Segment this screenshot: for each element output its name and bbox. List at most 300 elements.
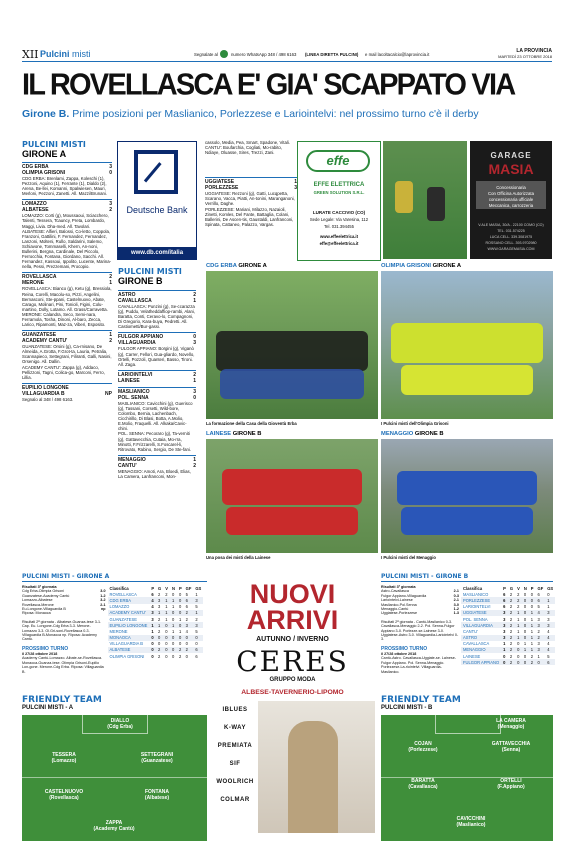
table-row	[108, 653, 204, 659]
stat-cell: 1	[529, 610, 536, 616]
player-team: (Guanzatese)	[141, 757, 173, 764]
photo-team: LAINESE	[206, 431, 232, 437]
results-prev: Risultati 2ª giornata - Albatese-Guanza-tese 3-1. Cap. Eu. Longone-Cdg Erba 3-3. Merone-Lomazzo 3-3. Ol.Gri-soni-Rovellasca 0-3. Villaguardia B-Monaoca np. Riposa: Academy Cantù.	[22, 619, 102, 642]
team-cell: EUPILIO LONGONE	[109, 622, 148, 628]
stat-cell: 2	[184, 647, 194, 653]
stat-cell: 1	[163, 610, 170, 616]
stat-cell: 6	[545, 659, 555, 665]
stat-cell: 6	[185, 604, 188, 610]
team-photo	[206, 271, 378, 419]
stat-cell: 6	[537, 591, 540, 597]
stat-cell: 0	[171, 616, 175, 622]
brand-logo: COLMAR	[220, 797, 250, 803]
ad-logos	[214, 707, 256, 815]
team-cell: CAVALLASCA	[463, 641, 490, 647]
standings-title: PULCINI MISTI - GIRONE A	[22, 573, 207, 582]
stat-cell: 0	[149, 647, 156, 653]
garage-address: V.ALE MASIA, 30/A - 22100 COMO (CO)	[478, 223, 544, 227]
team-cell: LOMAZZO	[109, 604, 130, 610]
lineup-text: LOMAZZO: Corti (g), Moussaoui, Sciacchero, Talenti, Tessera, Tcauncy, Preta, Lombardo, Maggi, Livia. Dha-med. All. Tavolari.	[22, 213, 109, 229]
table-header: P	[530, 585, 534, 591]
table-header: Classifica	[461, 585, 501, 591]
stat-cell: 5	[185, 591, 188, 597]
player-team: (Porlezzese)	[408, 746, 438, 753]
result-score: 0-3	[453, 593, 459, 598]
table-header: GS	[195, 585, 202, 591]
player-card	[383, 779, 463, 790]
lineup-text: ALBATESE: Alfieri, Balossi, Co-letto, Coppola, Franzoni, Gattilini, F. Fernandez, Fernandez, Lanzoni, Molteni, Rullo, Saldarini, Salemo, Schiavone, Tommaselli, Khern, An-noni, Bullerini, Bergna, Cardinale, Del Piccolo, Ferrocchia, Fontana, Giordano, Sacchi. All. Fernandez, Kassoui, Ippolito, Lucente, Marina-nella, Pessi, Prezzemani, Procopio.	[22, 228, 112, 270]
contact-number: numero WhatsApp 348 / 498 6163	[231, 52, 297, 57]
result-match: Fulgor Appiano-Villaguardia	[381, 593, 427, 598]
player-team: (Lomazzo)	[51, 757, 77, 764]
player-name: TESSERA	[52, 752, 76, 758]
home-score: 2	[109, 274, 112, 281]
subhead	[22, 108, 562, 120]
stat-cell: 2	[158, 653, 161, 659]
away-team: ACADEMY CANTU'	[22, 338, 68, 345]
stat-cell: 0	[523, 616, 527, 622]
lineup-text: cassolo, Media, Pea, Smart, Spadone, Vitali.	[205, 140, 290, 145]
result-match: Lariointelvi-Lainese	[381, 598, 413, 603]
home-team: MASLIANICO	[118, 388, 150, 395]
effe-web: www.effeelettrica.it	[319, 234, 358, 239]
stat-cell: 3	[545, 622, 555, 628]
stat-cell: 3	[536, 622, 546, 628]
ad-brand-2: GRUPPO MODA	[269, 677, 316, 683]
stat-cell: 4	[545, 647, 555, 653]
away-score: 3	[193, 340, 196, 347]
table-header: P	[503, 585, 506, 591]
brand-logo: SIF	[229, 761, 241, 767]
ad-line-2: ARRIVI	[246, 605, 339, 635]
away-team: ALBATESE	[22, 207, 49, 214]
away-team: VILLAGUARDIA	[118, 340, 156, 347]
home-score: 3	[193, 388, 196, 395]
stat-cell: 1	[156, 610, 163, 616]
table-header: N	[171, 585, 175, 591]
stat-cell: 1	[547, 604, 550, 610]
stat-cell: 6	[503, 604, 506, 610]
stat-cell: 3	[184, 622, 194, 628]
table-header: G	[509, 585, 514, 591]
next-date: il 27/28 ottobre 2018	[381, 651, 417, 656]
home-score: 0	[193, 334, 196, 341]
away-team: OLIMPIA GRISONI	[22, 170, 66, 176]
stat-cell: 2	[509, 604, 513, 610]
stat-cell: 0	[530, 591, 534, 597]
away-score: 3	[294, 185, 297, 192]
photo-caption: I Pulcini misti del Menaggio	[381, 555, 436, 560]
stat-cell: 0	[523, 591, 527, 597]
away-score: NP	[105, 390, 112, 397]
team-cell: CDG ERBA	[108, 597, 150, 603]
player-name: COJAN	[414, 741, 432, 747]
bank-logo-icon	[134, 150, 178, 194]
stat-cell: 0	[515, 659, 522, 665]
stat-cell: 0	[185, 641, 188, 647]
stat-cell: 2	[517, 591, 520, 597]
result-row	[381, 611, 459, 615]
away-team: CAVALLASCA	[118, 298, 152, 304]
results-header: Risultati 3ª giornata	[22, 585, 57, 589]
table-header: N	[523, 585, 527, 591]
home-team: CDG ERBA	[22, 164, 49, 170]
stat-cell: 2	[509, 641, 513, 647]
brand-logo: PREMIATA	[217, 743, 253, 749]
player-card	[471, 719, 551, 730]
lineup-text: MENAGGIO: Amoti, Ara, Bloedi, Elias, La Camera, Lanfranconi, Mon-	[118, 468, 191, 479]
home-team: LARIOINTELVI	[118, 371, 153, 378]
table-header: V	[517, 585, 520, 591]
player-name: BARATTA	[411, 778, 435, 784]
stat-cell: 6	[184, 597, 194, 603]
table-header: Classifica	[108, 585, 150, 591]
results-prev: Risultati 2ª giornata - Cantù-Maslianico 0-3. Cavallasca-Menaggio 2-2. Pol. Senna-Fulgor Appiano 3-0. Porlezze-se-Lainese 3-0. Uggiatese-Astro 3-0. Villaguardia-Lariointelvi 0-3.	[381, 619, 459, 642]
home-team: ROVELLASCA	[22, 274, 57, 281]
stat-cell: 0	[165, 628, 168, 634]
home-score: 2	[193, 292, 196, 298]
stat-cell: 1	[193, 610, 203, 616]
player-team: (Senna)	[501, 746, 521, 753]
stat-cell: 0	[503, 653, 506, 659]
stat-cell: 0	[170, 635, 177, 641]
team-cell: MASLIANICO	[463, 591, 489, 597]
stat-cell: 4	[547, 641, 550, 647]
stat-cell: 1	[529, 635, 536, 641]
player-name: FONTANA	[144, 789, 170, 795]
photo-girone: GIRONE A	[238, 263, 267, 269]
stat-cell: 0	[165, 641, 168, 647]
stat-cell: 0	[522, 622, 529, 628]
result-match: Maslianico-Pol.Senna	[381, 602, 417, 607]
standings-table	[108, 585, 204, 659]
stat-cell: 5	[195, 628, 198, 634]
section-label: Pulcini	[40, 49, 70, 59]
result-score: 1-3	[453, 611, 459, 616]
stat-cell: 0	[170, 647, 177, 653]
bank-name: Deutsche Bank	[126, 205, 188, 215]
stat-cell: 2	[508, 635, 515, 641]
stat-cell: 0	[151, 653, 154, 659]
away-score: 2	[109, 207, 112, 214]
stat-cell: 0	[171, 653, 175, 659]
garage-ad	[470, 141, 552, 259]
stat-cell: 0	[178, 591, 182, 597]
stat-cell: 3	[545, 610, 555, 616]
stat-cell: 1	[171, 604, 175, 610]
col1	[22, 140, 112, 402]
bank-url: www.db.com/italia	[118, 247, 196, 259]
stat-cell: 0	[523, 604, 527, 610]
stat-cell: 6	[193, 647, 203, 653]
team-cell: POL. SENNA	[463, 616, 488, 622]
stat-cell: 5	[195, 604, 198, 610]
player-card	[471, 742, 551, 753]
result-match: Eu.Longone-Villaguardia B	[22, 607, 66, 612]
result-match: Rovellasca-Merone	[22, 602, 54, 607]
stat-cell: 1	[515, 635, 522, 641]
result-score: np	[101, 607, 106, 612]
stat-cell: 2	[517, 604, 520, 610]
result-match: Guanzatese-Academy Cantù	[22, 593, 70, 598]
home-team: UGGIATESE	[205, 179, 235, 186]
stat-cell: 0	[195, 641, 198, 647]
stat-cell: 3	[537, 641, 540, 647]
contact-line: (LINEA DIRETTA PULCINI)	[305, 52, 359, 57]
team-cell: LAINESE	[463, 653, 481, 659]
effe-ad	[297, 141, 381, 261]
stat-cell: 4	[151, 604, 154, 610]
ad-model-photo	[258, 701, 375, 833]
match-row	[118, 378, 196, 384]
home-score: 1	[294, 179, 297, 186]
player-card	[471, 779, 551, 790]
stat-cell: 4	[547, 628, 550, 634]
away-score: 2	[109, 338, 112, 345]
result-match: Cdg Erba-Olimpia Grisoni	[22, 589, 65, 594]
team-cell: ROVELLASCA	[109, 591, 137, 597]
lineup-text: Segnalo al 348 / 498 6163.	[22, 396, 74, 402]
stat-cell: 2	[178, 653, 182, 659]
section-label-2: misti	[72, 49, 91, 59]
player-team: (Albatese)	[144, 794, 170, 801]
stat-cell: 1	[165, 616, 168, 622]
garage-line: Concessionaria	[496, 185, 526, 190]
stat-cell: 0	[165, 653, 168, 659]
photo-block-1	[206, 263, 378, 429]
stat-cell: 6	[195, 653, 198, 659]
stat-cell: 3	[537, 616, 540, 622]
stat-cell: 1	[537, 653, 540, 659]
home-team: ASTRO	[118, 292, 136, 298]
bank-ad	[117, 141, 197, 260]
stat-cell: 0	[529, 597, 536, 603]
stat-cell: 1	[178, 616, 182, 622]
stat-cell: 2	[509, 628, 513, 634]
photo-girone: GIRONE A	[432, 263, 462, 269]
photo-block-3	[206, 431, 378, 571]
player-name: CASTELNUOVO	[44, 789, 84, 795]
team-photo	[206, 439, 378, 553]
player-card	[117, 753, 197, 764]
table-header: GF	[185, 585, 192, 591]
home-team: FULGOR APPIANO	[118, 334, 164, 341]
garage-title: GARAGE	[490, 151, 532, 160]
stat-cell: 1	[517, 616, 520, 622]
contact-mail: e mail lacoltacalcio@laprovincia.it	[365, 52, 430, 57]
stat-cell: 2	[536, 635, 546, 641]
home-team: MENAGGIO	[118, 456, 146, 463]
team-cell: MERONE	[109, 628, 128, 634]
result-match: Menaggio-Cantù	[381, 607, 409, 612]
table-row	[461, 659, 555, 665]
whatsapp-icon	[220, 50, 228, 58]
result-row	[22, 611, 106, 615]
garage-cell: LUCA CELL. 339.3081975	[489, 235, 533, 239]
stat-cell: 3	[501, 635, 508, 641]
stat-cell: 0	[158, 641, 161, 647]
stat-cell: 2	[537, 628, 540, 634]
stat-cell: 2	[185, 616, 188, 622]
standings-table	[461, 585, 555, 665]
player-team: (Academy Cantù)	[93, 825, 135, 832]
stat-cell: 0	[523, 628, 527, 634]
table-header: G	[158, 585, 162, 591]
ceres-ad	[210, 573, 375, 833]
player-card	[24, 753, 104, 764]
stat-cell: 5	[547, 653, 550, 659]
team-cell: VILLAGUARDIA B	[109, 641, 143, 647]
team-photo	[381, 439, 553, 553]
garage-cell-2: ROSSANO CELL. 393.9702980	[485, 241, 537, 245]
team-cell: UGGIATESE	[461, 610, 501, 616]
lineup-text: CDG ERBA: Brenlami, Zappa, Koleschi (1), Pezzoni, Aquino (1), Ferrante (1), Dialdo (2), Arena, Be-llei, Komanni, Spalwiesen, Mauri, Merloni, Pezzoni, Zanetti. All. Mazzi/Brunani.	[22, 176, 108, 197]
stat-cell: 1	[530, 641, 534, 647]
stat-cell: 1	[156, 622, 163, 628]
effe-mail: effe@effeelettrica.it	[319, 241, 359, 246]
next-header: PROSSIMO TURNO	[381, 645, 428, 652]
team-photo	[381, 271, 553, 419]
stat-cell: 2	[509, 653, 513, 659]
result-score: 3-2	[100, 598, 106, 603]
player-team: (F.Appiano)	[497, 783, 525, 790]
stat-cell: 0	[163, 635, 170, 641]
team-cell: PORLEZZESE	[461, 597, 501, 603]
effe-address-2: Sede Legale: Via Varesina, 112	[309, 217, 369, 222]
stat-cell: 1	[171, 628, 175, 634]
col1-title: PULCINI MISTI	[22, 140, 86, 149]
stat-cell: 5	[537, 604, 540, 610]
stat-cell: 0	[522, 635, 529, 641]
home-score: 2	[193, 371, 196, 378]
photo-caption: Una posa dei misti della Lainese	[206, 555, 271, 560]
brand-logo: IBLUES	[222, 707, 248, 713]
away-score: 1	[109, 280, 112, 287]
stat-cell: 1	[178, 628, 182, 634]
stat-cell: 0	[193, 635, 203, 641]
ad-line-1: NUOVI	[249, 579, 336, 609]
stat-cell: 1	[503, 641, 506, 647]
stat-cell: 3	[158, 604, 161, 610]
stat-cell: 1	[515, 610, 522, 616]
effe-logo-icon: effe	[306, 150, 370, 172]
away-score: 0	[193, 394, 196, 401]
stat-cell: 2	[529, 659, 536, 665]
stat-cell: 0	[185, 653, 188, 659]
stat-cell: 0	[177, 610, 184, 616]
stat-cell: 3	[156, 597, 163, 603]
stat-cell: 6	[503, 591, 506, 597]
player-card	[431, 817, 511, 828]
ad-city: ALBESE-TAVERNERIO-LIPOMO	[241, 689, 344, 696]
friendly-sub: PULCINI MISTI - A	[22, 705, 74, 711]
stat-cell: 1	[529, 647, 536, 653]
stat-cell: 4	[545, 635, 555, 641]
player-name: SETTEGRANI	[140, 752, 174, 758]
home-score: 3	[109, 164, 112, 170]
home-score: 3	[109, 201, 112, 208]
photo-caption: I Pulcini misti dell'Olimpia Grisoni	[381, 421, 449, 426]
stat-cell: 0	[522, 597, 529, 603]
friendly-team-a	[22, 695, 207, 841]
team-cell: CANTU'	[463, 628, 478, 634]
col3	[205, 140, 297, 227]
away-team: VILLAGUARDIA B	[22, 390, 65, 397]
lineup-text: MERONE: Calandra, Seco, Semi-nara, Ferramola, Tosha, Dinoni, Al-baro, Zecca, Larico, Ripamonti, Maz-za, Viberi, Esposito.	[22, 311, 106, 328]
result-score: 1-2	[100, 593, 106, 598]
effe-tel: Tel. 031.394455	[324, 224, 354, 229]
stat-cell: 0	[178, 604, 182, 610]
away-team: MERONE	[22, 280, 44, 287]
stat-cell: 6	[151, 591, 154, 597]
away-score: 1	[193, 298, 196, 304]
result-score: 3-0	[453, 602, 459, 607]
stat-cell: 1	[501, 647, 508, 653]
stat-cell: 2	[158, 628, 161, 634]
friendly-title: FRIENDLY TEAM	[22, 695, 102, 705]
result-match: Lomazzo-Albatese	[22, 598, 53, 603]
lineup-text: PORLEZZESE: Mariani, Milazzo, Nazaioli, Zinetti, Komles, Del Fante, Battaglia, Colani, Ballerini, De Ascen-tis, Gaustaldi, Lanfranconi, Spinata, Cattaneo, Palazzo, Vargas.	[205, 206, 294, 227]
stat-cell: 3	[501, 610, 508, 616]
stat-cell: 0	[178, 641, 182, 647]
stat-cell: 0	[156, 635, 163, 641]
stat-cell: 2	[509, 591, 513, 597]
brand-logo: WOOLRICH	[216, 779, 254, 785]
stat-cell: 1	[517, 628, 520, 634]
stat-cell: 2	[156, 647, 163, 653]
stat-cell: 0	[163, 647, 170, 653]
stat-cell: 3	[193, 597, 203, 603]
stat-cell: 0	[522, 610, 529, 616]
paper-date: MARTEDÌ 23 OTTOBRE 2018	[498, 54, 552, 59]
brand-logo: K-WAY	[224, 725, 246, 731]
stat-cell: 4	[185, 628, 188, 634]
photo-caption: La formazione della Casa della Gioventù Erba	[206, 421, 297, 426]
team-cell: OLIMPIA GRISONI	[109, 653, 145, 659]
stat-cell: 3	[503, 616, 506, 622]
garage-name: MASIA	[488, 161, 534, 177]
results-header: Risultati 3ª giornata	[381, 585, 416, 589]
headline: IL ROVELLASCA E' GIA' SCAPPATO VIA	[22, 68, 515, 102]
team-cell: MENAGGIO	[461, 647, 501, 653]
stat-cell: 2	[508, 659, 515, 665]
player-team: (Cavallasca)	[408, 783, 438, 790]
home-score: 1	[109, 332, 112, 339]
stat-cell: 1	[165, 604, 168, 610]
player-name: LA CAMERA	[496, 718, 526, 724]
stat-cell: 2	[177, 647, 184, 653]
stat-cell: 2	[508, 597, 515, 603]
stat-cell: 1	[530, 616, 534, 622]
stat-cell: 0	[177, 635, 184, 641]
result-score: 1-2	[453, 607, 459, 612]
table-header: P	[151, 585, 155, 591]
photo-girone: GIRONE B	[414, 431, 444, 437]
standings-a	[22, 573, 207, 674]
col2-title: PULCINI MISTI	[118, 267, 182, 276]
player-name: CAVICCHINI	[456, 816, 486, 822]
garage-line: Con Officina Autorizzata	[487, 191, 535, 196]
garage-web: WWW.GARAGEMASIA.COM	[487, 247, 535, 251]
stat-cell: 1	[529, 622, 536, 628]
stat-cell: 1	[515, 622, 522, 628]
home-team: LOMAZZO	[22, 201, 47, 208]
away-score: 2	[193, 462, 196, 469]
standings-b	[381, 573, 553, 674]
player-name: ZAPPA	[105, 820, 123, 826]
player-card	[74, 821, 154, 832]
ad-brand: CERES	[236, 645, 349, 678]
